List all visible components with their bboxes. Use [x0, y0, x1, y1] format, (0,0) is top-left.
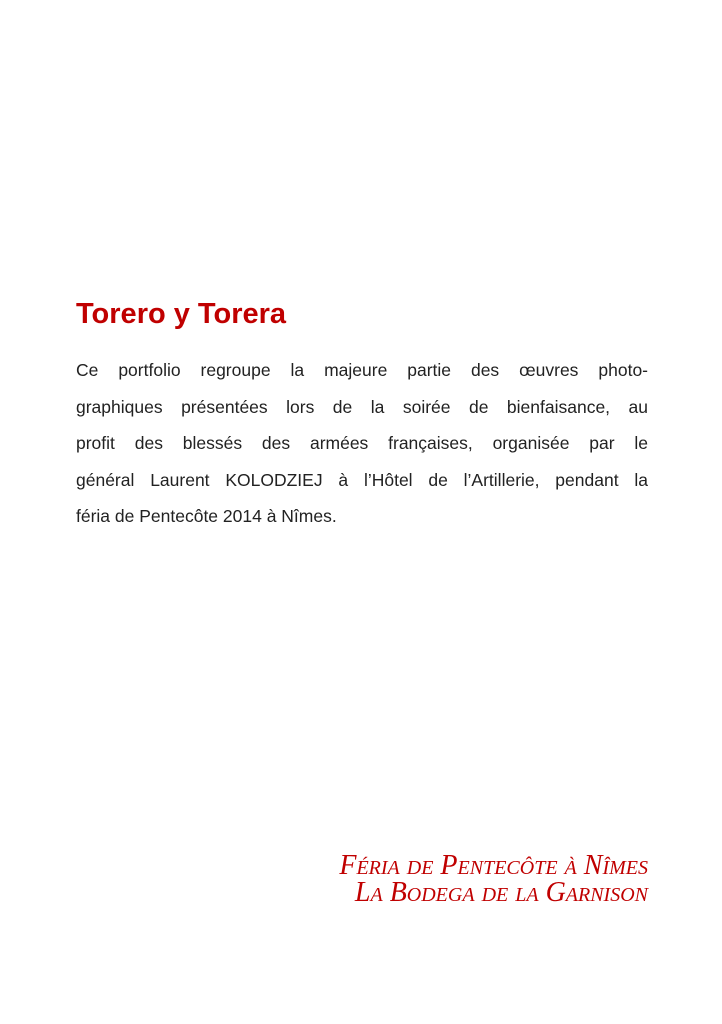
footer-signature — [339, 852, 648, 906]
footer-line-event: Féria de Pentecôte à Nîmes — [339, 850, 648, 881]
body-line: profit des blessés des armées françaises, organisée par le — [76, 433, 648, 453]
footer-line-organizer: La Bodega de la Garnison — [354, 877, 648, 908]
body-line: général Laurent KOLODZIEJ à l’Hôtel de l’Artillerie, pendant la — [76, 469, 648, 490]
body-line: féria de Pentecôte 2014 à Nîmes. — [76, 506, 337, 526]
body-line: Ce portfolio regroupe la majeure partie des œuvres photo- — [76, 360, 648, 380]
body-line: graphiques présentées lors de la soirée de bienfaisance, au — [76, 396, 648, 417]
body-paragraph — [76, 352, 648, 535]
page-title: Torero y Torera — [76, 298, 287, 330]
